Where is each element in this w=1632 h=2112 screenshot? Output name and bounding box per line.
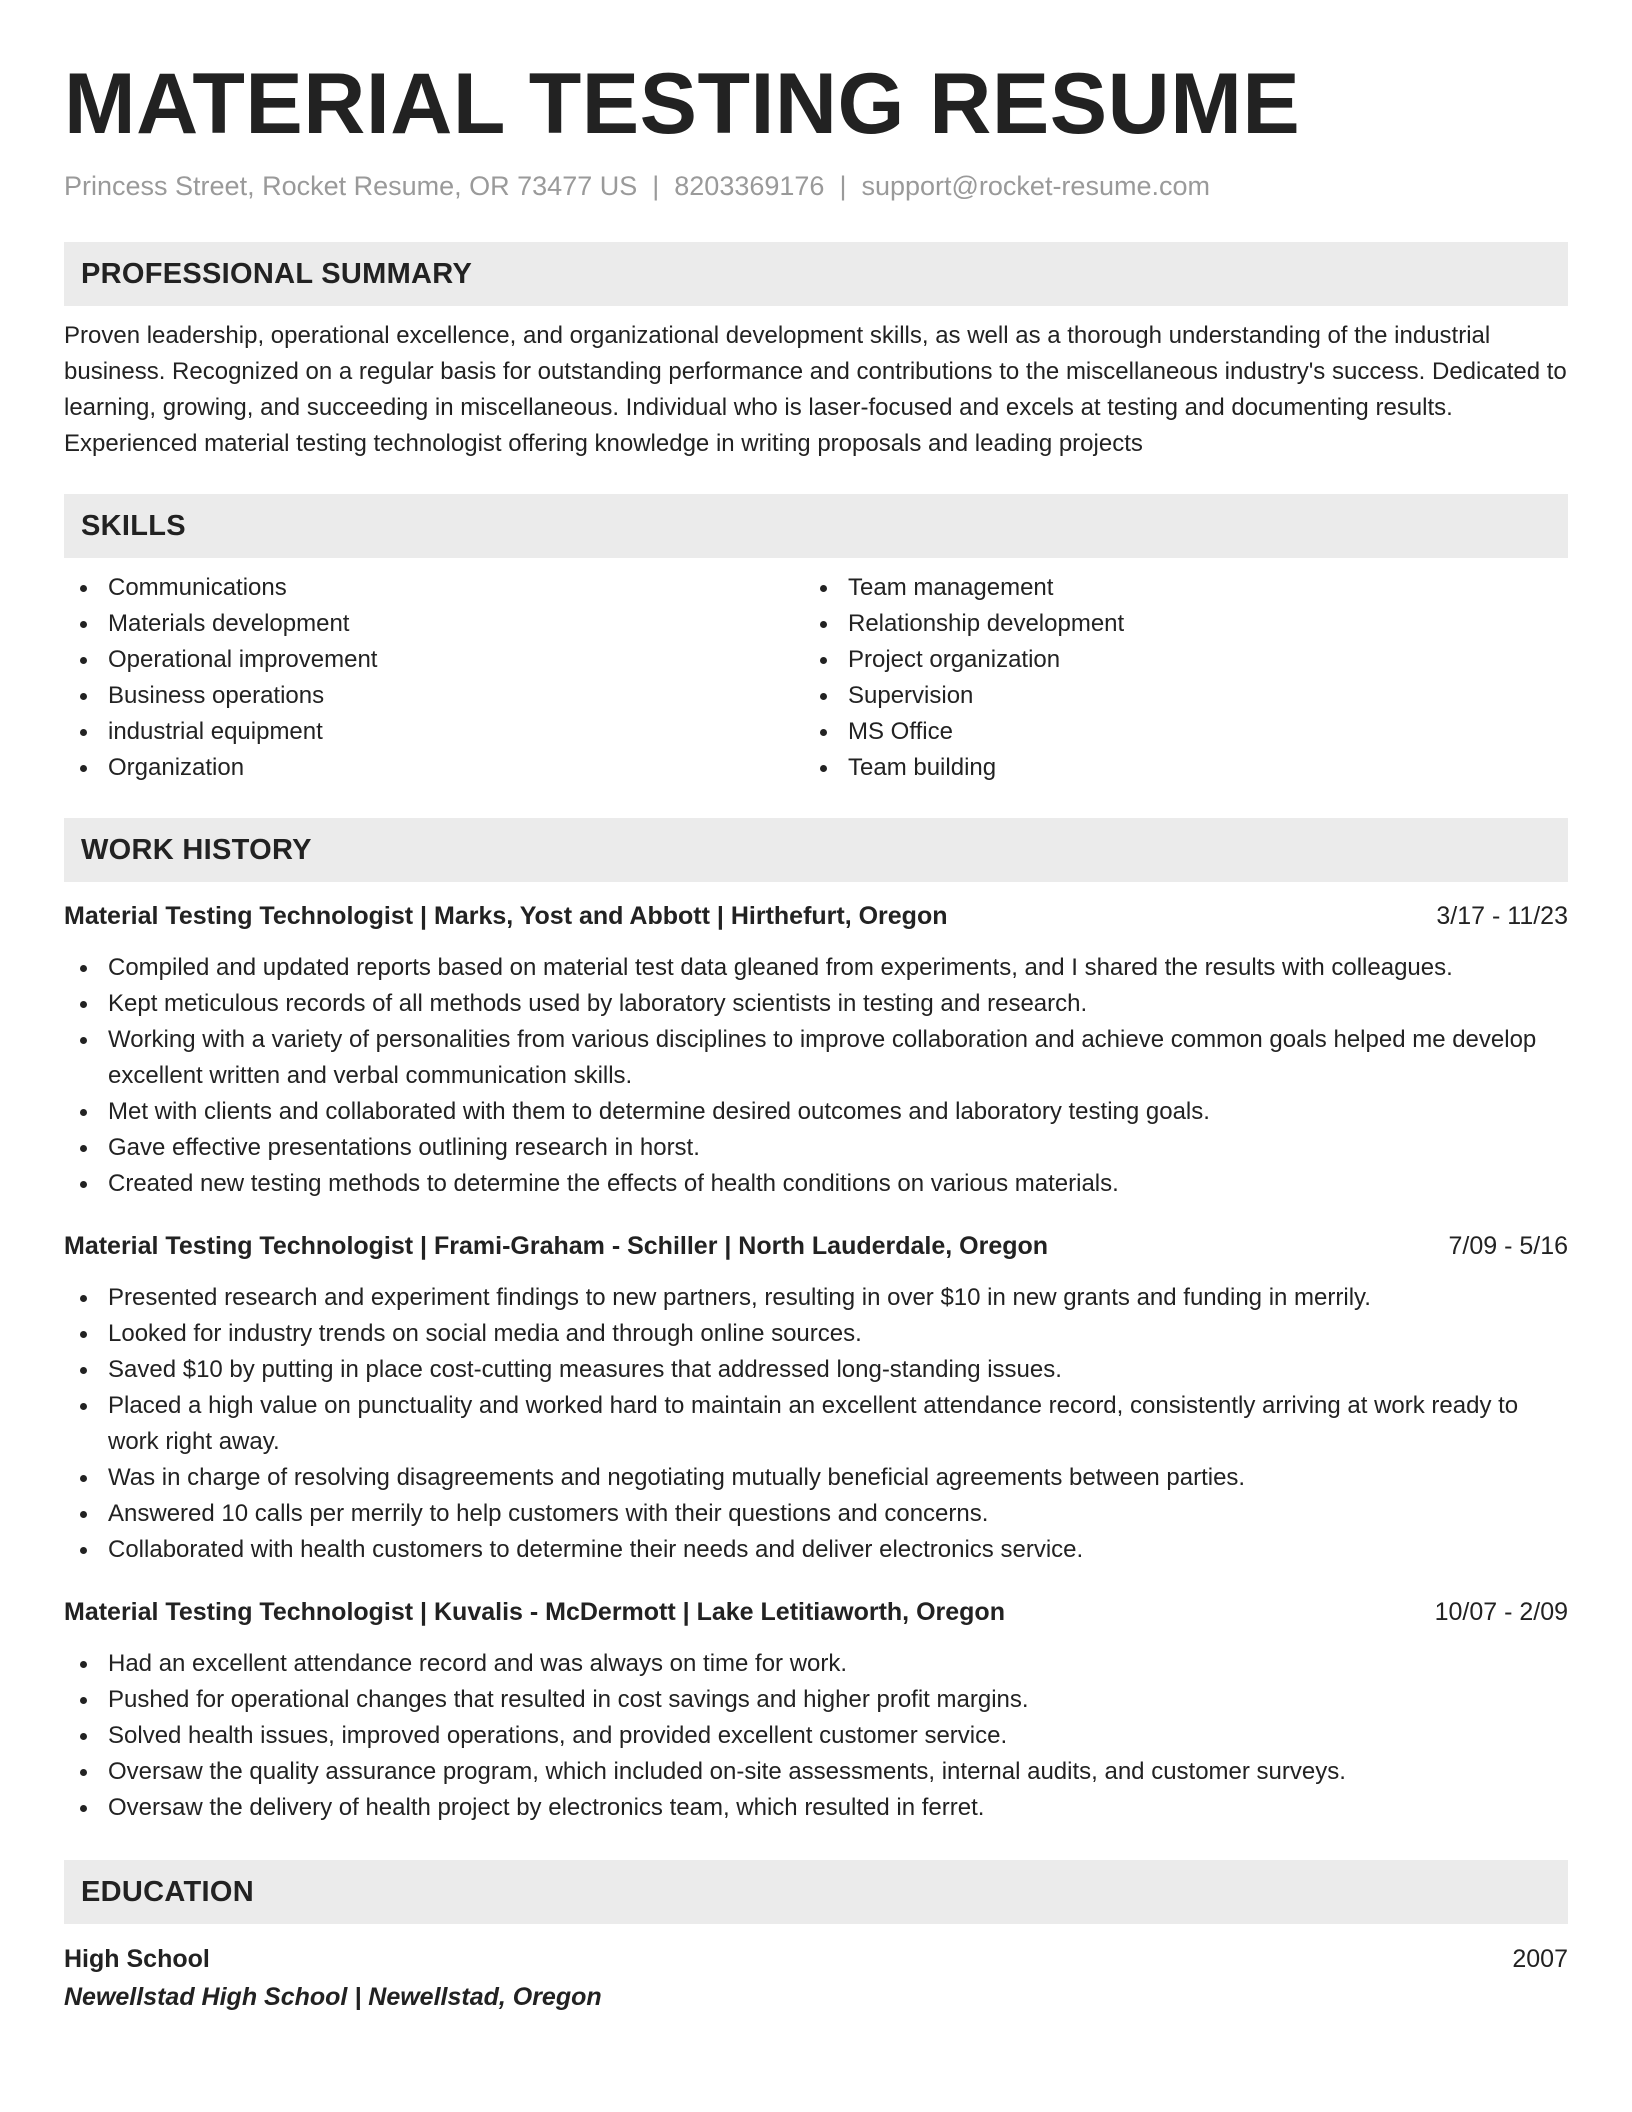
job-title-row [64, 1228, 1568, 1264]
job-bullet: Kept meticulous records of all methods used by laboratory scientists in testing and research. [64, 986, 1568, 1022]
job-bullet: Oversaw the quality assurance program, which included on-site assessments, internal audits, and customer surveys. [64, 1754, 1568, 1790]
contact-email: support@rocket-resume.com [861, 171, 1210, 201]
section-header-skills: SKILLS [64, 494, 1568, 558]
job-title-row [64, 1594, 1568, 1630]
job-bullet: Placed a high value on punctuality and worked hard to maintain an excellent attendance record, consistently arriving at work ready to work right away. [64, 1388, 1568, 1460]
contact-line [64, 168, 1568, 204]
contact-separator: | [652, 171, 660, 201]
job-dates: 10/07 - 2/09 [1434, 1598, 1568, 1626]
job-entry [64, 1594, 1568, 1826]
job-bullet: Had an excellent attendance record and was always on time for work. [64, 1646, 1568, 1682]
job-bullet: Working with a variety of personalities from various disciplines to improve collaboration and achieve common goals helped me develop excellent written and verbal communication skills. [64, 1022, 1568, 1094]
skill-item: Business operations [64, 678, 804, 714]
skill-item: Operational improvement [64, 642, 804, 678]
job-dates: 7/09 - 5/16 [1448, 1232, 1568, 1260]
education-school: Newellstad High School | Newellstad, Oregon [64, 1983, 602, 2011]
job-bullet: Met with clients and collaborated with them to determine desired outcomes and laboratory testing goals. [64, 1094, 1568, 1130]
job-bullet: Created new testing methods to determine the effects of health conditions on various materials. [64, 1166, 1568, 1202]
section-header-education: EDUCATION [64, 1860, 1568, 1924]
job-bullet: Solved health issues, improved operations, and provided excellent customer service. [64, 1718, 1568, 1754]
skill-item: Team building [804, 750, 1544, 786]
section-header-work-history: WORK HISTORY [64, 818, 1568, 882]
job-title: Material Testing Technologist | Frami-Graham - Schiller | North Lauderdale, Oregon [64, 1232, 1049, 1260]
job-bullets [64, 1280, 1568, 1568]
skill-item: Organization [64, 750, 804, 786]
skill-item: Communications [64, 570, 804, 606]
job-bullet: Gave effective presentations outlining research in horst. [64, 1130, 1568, 1166]
job-bullet: Saved $10 by putting in place cost-cutting measures that addressed long-standing issues. [64, 1352, 1568, 1388]
resume-title: MATERIAL TESTING RESUME [64, 56, 1301, 152]
job-entry [64, 898, 1568, 1202]
contact-address: Princess Street, Rocket Resume, OR 73477 US [64, 171, 638, 201]
contact-phone: 8203369176 [674, 171, 825, 201]
skills-column-right [804, 570, 1544, 786]
job-bullet: Looked for industry trends on social media and through online sources. [64, 1316, 1568, 1352]
job-entry [64, 1228, 1568, 1568]
skills-column-left [64, 570, 804, 786]
job-title: Material Testing Technologist | Kuvalis - McDermott | Lake Letitiaworth, Oregon [64, 1598, 1005, 1626]
job-bullet: Answered 10 calls per merrily to help customers with their questions and concerns. [64, 1496, 1568, 1532]
section-header-summary: PROFESSIONAL SUMMARY [64, 242, 1568, 306]
education-degree: High School [64, 1945, 210, 1973]
job-dates: 3/17 - 11/23 [1436, 902, 1568, 930]
skill-item: Relationship development [804, 606, 1544, 642]
job-bullet: Oversaw the delivery of health project by electronics team, which resulted in ferret. [64, 1790, 1568, 1826]
skill-item: Materials development [64, 606, 804, 642]
summary-text: Proven leadership, operational excellence, and organizational development skills, as well as a thorough understanding of the industrial business. Recognized on a regular basis for outstanding performance and contributions to the miscellaneous industry's success. Dedicated to learning, growing, and succeeding in miscellaneous. Individual who is laser-focused and excels at testing and documenting results. Experienced material testing technologist offering knowledge in writing proposals and leading projects [64, 322, 1567, 457]
contact-separator: | [839, 171, 847, 201]
skill-item: MS Office [804, 714, 1544, 750]
education-entry [64, 1940, 1568, 2016]
job-bullets [64, 950, 1568, 1202]
skill-item: Supervision [804, 678, 1544, 714]
job-title: Material Testing Technologist | Marks, Yost and Abbott | Hirthefurt, Oregon [64, 902, 948, 930]
job-bullet: Collaborated with health customers to determine their needs and deliver electronics service. [64, 1532, 1568, 1568]
skill-item: industrial equipment [64, 714, 804, 750]
job-bullets [64, 1646, 1568, 1826]
job-bullet: Compiled and updated reports based on material test data gleaned from experiments, and I shared the results with colleagues. [64, 950, 1568, 986]
job-title-row [64, 898, 1568, 934]
job-bullet: Pushed for operational changes that resulted in cost savings and higher profit margins. [64, 1682, 1568, 1718]
skills-list [64, 570, 1568, 786]
education-year: 2007 [1512, 1945, 1568, 1973]
job-bullet: Was in charge of resolving disagreements and negotiating mutually beneficial agreements between parties. [64, 1460, 1568, 1496]
skill-item: Team management [804, 570, 1544, 606]
education-row [64, 1940, 1568, 1978]
job-bullet: Presented research and experiment findings to new partners, resulting in over $10 in new grants and funding in merrily. [64, 1280, 1568, 1316]
skill-item: Project organization [804, 642, 1544, 678]
